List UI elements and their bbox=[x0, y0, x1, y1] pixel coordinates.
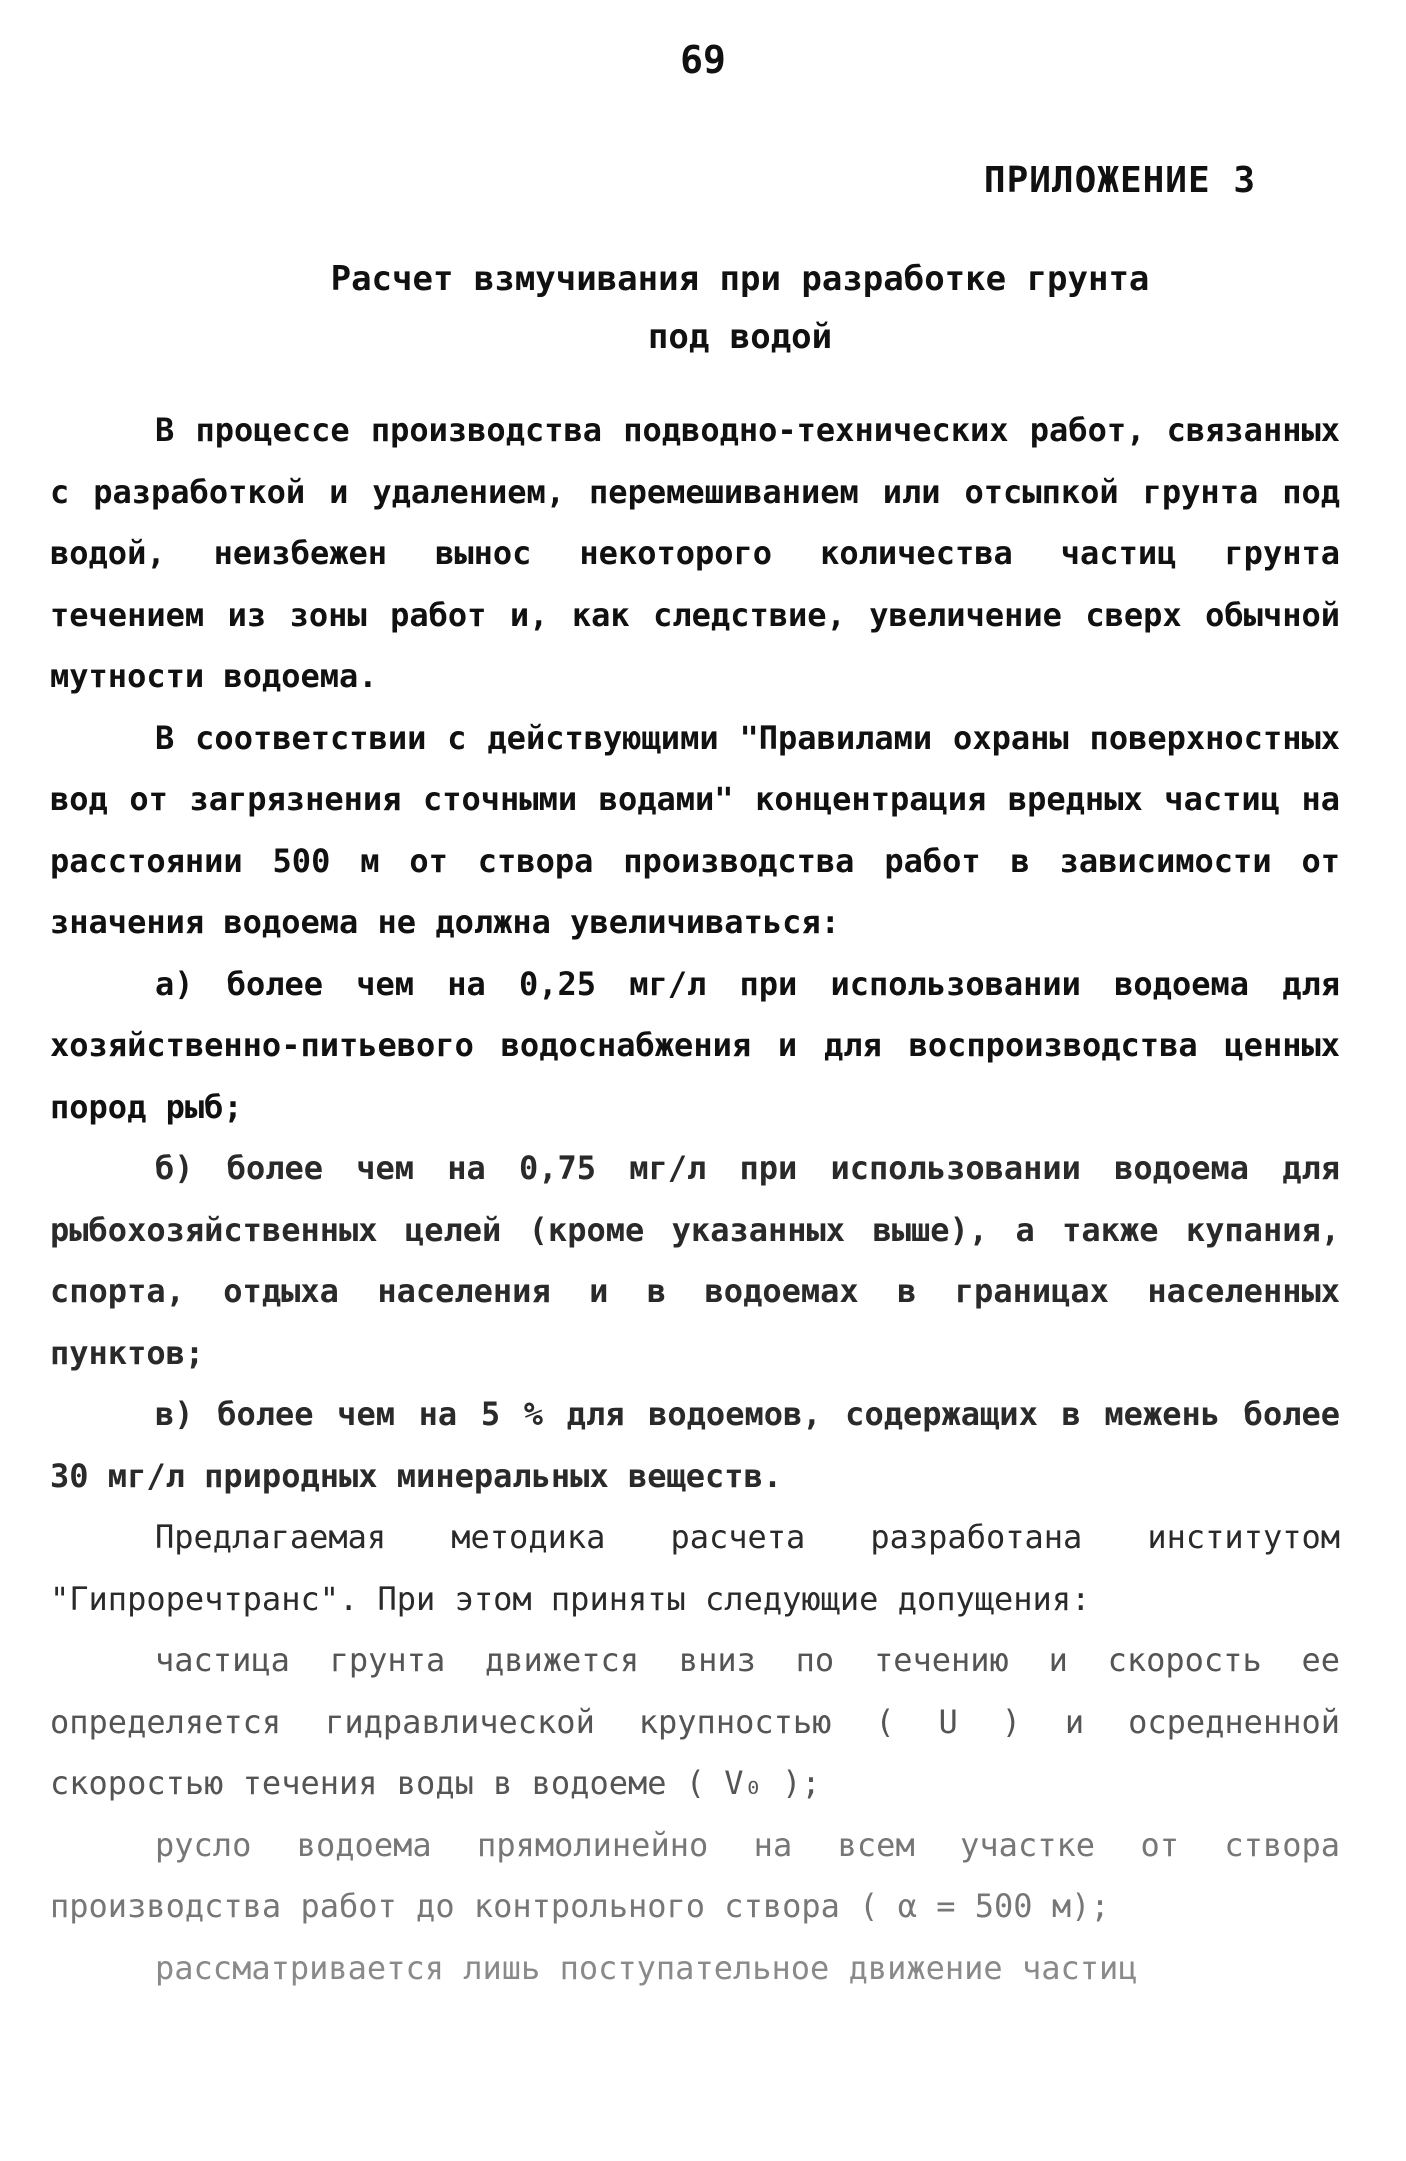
paragraph-method: Предлагаемая методика расчета разработана институтом "Гипроречтранс". При этом приняты следующие допущения: bbox=[50, 1518, 1340, 1618]
paragraph-assumption-1: частица грунта движется вниз по течению и скорость ее определяется гидравлической крупностью ( U ) и осредненной скоростью течения воды в водоеме ( V₀ ); bbox=[50, 1641, 1340, 1802]
document-title bbox=[300, 250, 1180, 366]
title-line-2: под водой bbox=[647, 317, 833, 357]
paragraph-item-c: в) более чем на 5 % для водоемов, содержащих в межень более 30 мг/л природных минеральных веществ. bbox=[50, 1395, 1340, 1495]
paragraph-assumption-2: русло водоема прямолинейно на всем участке от створа производства работ до контрольного створа ( α = 500 м); bbox=[50, 1825, 1340, 1925]
paragraph-regulations: В соответствии с действующими "Правилами охраны поверхностных вод от загрязнения сточными водами" концентрация вредных частиц на расстоянии 500 м от створа производства работ в зависимости от значения водоема не должна увеличиваться: bbox=[50, 718, 1340, 941]
appendix-label: ПРИЛОЖЕНИЕ 3 bbox=[983, 160, 1256, 201]
page-number: 69 bbox=[680, 38, 726, 82]
paragraph-item-a: а) более чем на 0,25 мг/л при использовании водоема для хозяйственно-питьевого водоснабжения и для воспроизводства ценных пород рыб; bbox=[50, 964, 1340, 1126]
paragraph-item-b: б) более чем на 0,75 мг/л при использовании водоема для рыбохозяйственных целей (кроме указанных выше), а также купания, спорта, отдыха населения и в водоемах в границах населенных пунктов; bbox=[50, 1149, 1340, 1372]
title-line-1: Расчет взмучивания при разработке грунта bbox=[330, 259, 1150, 299]
paragraph-assumption-3: рассматривается лишь поступательное движение частиц bbox=[155, 1948, 1138, 1987]
paragraph-intro: В процессе производства подводно-технических работ, связанных с разработкой и удалением, перемешиванием или отсыпкой грунта под водой, неизбежен вынос некоторого количества частиц грунта течением из зоны работ и, как следствие, увеличение сверх обычной мутности водоема. bbox=[50, 411, 1340, 695]
body-text bbox=[50, 400, 1340, 1999]
